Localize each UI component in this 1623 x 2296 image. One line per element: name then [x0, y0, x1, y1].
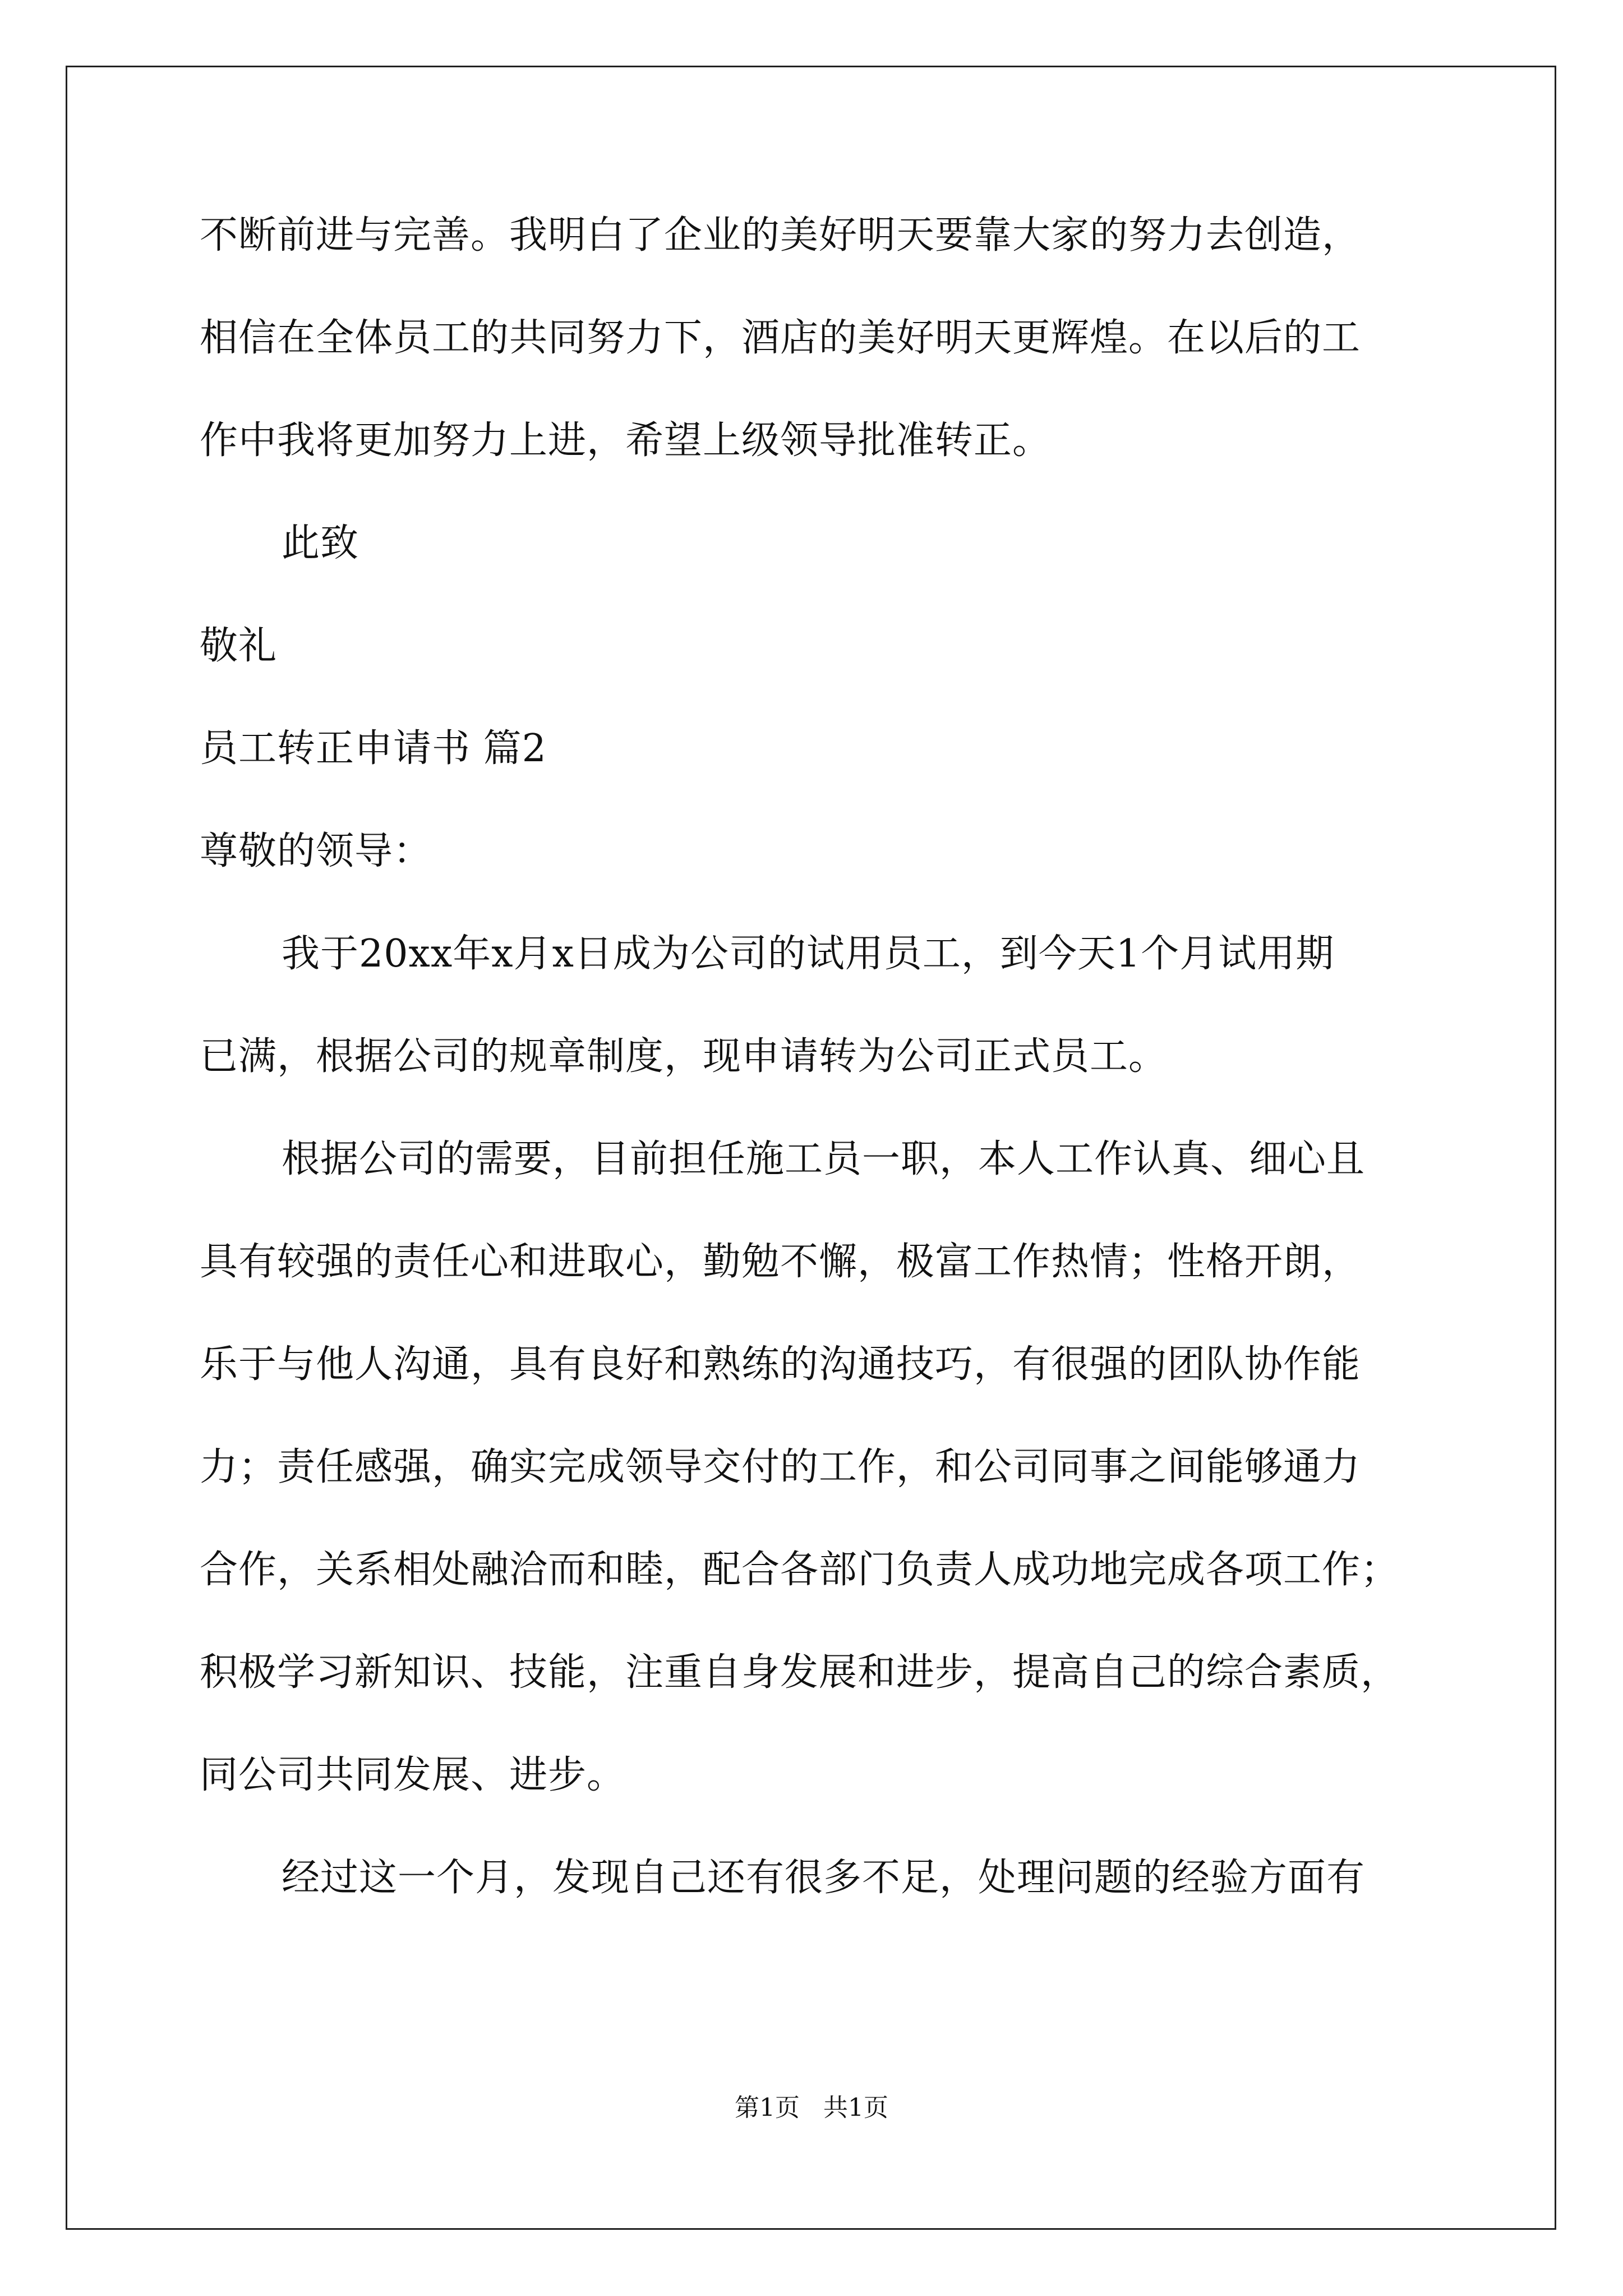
body-line: 我于20xx年x月x日成为公司的试用员工，到今天1个月试用期	[282, 932, 1335, 976]
body-line: 乐于与他人沟通，具有良好和熟练的沟通技巧，有很强的团队协作能	[200, 1342, 1361, 1387]
body-line: 相信在全体员工的共同努力下，酒店的美好明天更辉煌。在以后的工	[200, 316, 1361, 360]
closing-salutation: 此致	[282, 521, 359, 565]
body-line: 根据公司的需要，目前担任施工员一职，本人工作认真、细心且	[282, 1137, 1366, 1181]
body-line: 经过这一个月，发现自己还有很多不足，处理问题的经验方面有	[282, 1856, 1366, 1900]
body-line: 已满，根据公司的规章制度，现申请转为公司正式员工。	[200, 1034, 1168, 1079]
page-footer: 第1页 共1页	[735, 2093, 888, 2122]
section-heading: 员工转正申请书 篇2	[200, 726, 547, 771]
greeting: 尊敬的领导：	[200, 829, 432, 873]
body-line: 合作，关系相处融洽而和睦，配合各部门负责人成功地完成各项工作；	[200, 1548, 1400, 1592]
body-line: 具有较强的责任心和进取心，勤勉不懈，极富工作热情；性格开朗，	[200, 1240, 1361, 1284]
body-line: 同公司共同发展、进步。	[200, 1753, 626, 1797]
body-line: 力；责任感强，确实完成领导交付的工作，和公司同事之间能够通力	[200, 1445, 1361, 1489]
body-line: 不断前进与完善。我明白了企业的美好明天要靠大家的努力去创造，	[200, 213, 1361, 257]
closing-respect: 敬礼	[200, 624, 278, 668]
body-line: 作中我将更加努力上进，希望上级领导批准转正。	[200, 418, 1052, 463]
body-line: 积极学习新知识、技能，注重自身发展和进步，提高自己的综合素质，	[200, 1650, 1400, 1695]
